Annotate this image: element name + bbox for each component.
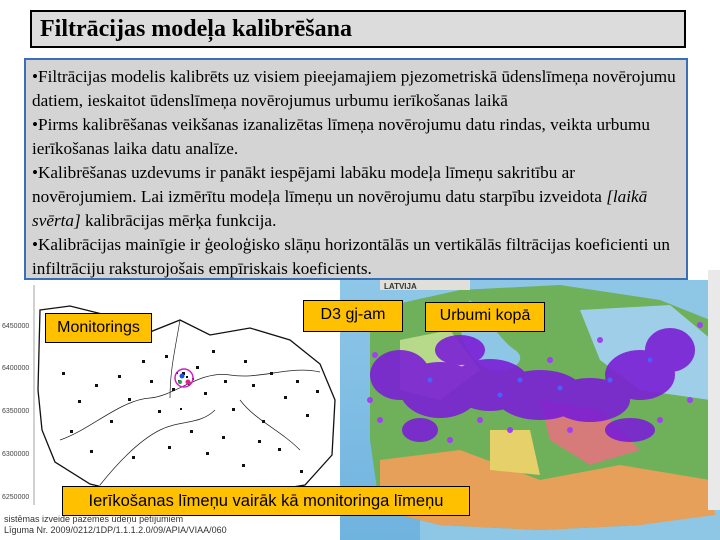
label-ierikosanas: Ierīkošanas līmeņu vairāk kā monitoringa līmeņu — [62, 486, 470, 516]
y-tick-label: 6350000 — [2, 408, 30, 415]
bullet-3-start: •Kalibrēšanas uzdevums ir panākt iespējami labāku modeļa līmeņu sakritību ar novērojumiem. Lai izmērītu modeļa līmeņu un novērojumu datu starpību izveidota — [32, 163, 607, 206]
bullet-3-italic: [laikā svērta] — [32, 187, 648, 230]
label-monitorings: Monitorings — [45, 313, 152, 343]
label-urbumi-kopa: Urbumi kopā — [425, 302, 545, 332]
y-tick-label: 6250000 — [2, 494, 30, 501]
bullet-4: •Kalibrācijas mainīgie ir ģeoloģisko slāņu horizontālās un vertikālās filtrācijas koeficienti un infiltrāciju raksturojošais empīriskais koeficients. — [32, 235, 670, 278]
y-tick-label: 6300000 — [2, 451, 30, 458]
slide-title: Filtrācijas modeļa kalibrēšana — [40, 16, 352, 42]
right-edge-strip — [708, 270, 720, 510]
footer-line-1: sistēmas izveide pazemes ūdeņu pētījumiem — [4, 514, 184, 524]
map-header: LATVIJA — [384, 282, 417, 291]
y-tick-label: 6450000 — [2, 323, 30, 330]
label-d3-gj-am: D3 gj-am — [303, 300, 403, 332]
bullet-1: •Filtrācijas modelis kalibrēts uz visiem pieejamajiem pjezometriskā ūdenslīmeņa novērojumu datiem, ieskaitot ūdenslīmeņa novērojumus urbumu ierīkošanas laikā — [32, 67, 676, 110]
bullet-3-end: kalibrācijas mērķa funkcija. — [80, 211, 277, 230]
title-bar — [30, 10, 686, 48]
footer — [4, 514, 227, 536]
footer-line-2: Līguma Nr. 2009/0212/1DP/1.1.1.2.0/09/APIA/VIAA/060 — [4, 525, 227, 535]
bullet-2: •Pirms kalibrēšanas veikšanas izanalizētas līmeņa novērojumu datu rindas, veikta urbumu ierīkošanas laika datu analīze. — [32, 115, 650, 158]
bullets-box — [24, 58, 688, 280]
y-tick-label: 6400000 — [2, 365, 30, 372]
bullet-3 — [32, 161, 680, 233]
